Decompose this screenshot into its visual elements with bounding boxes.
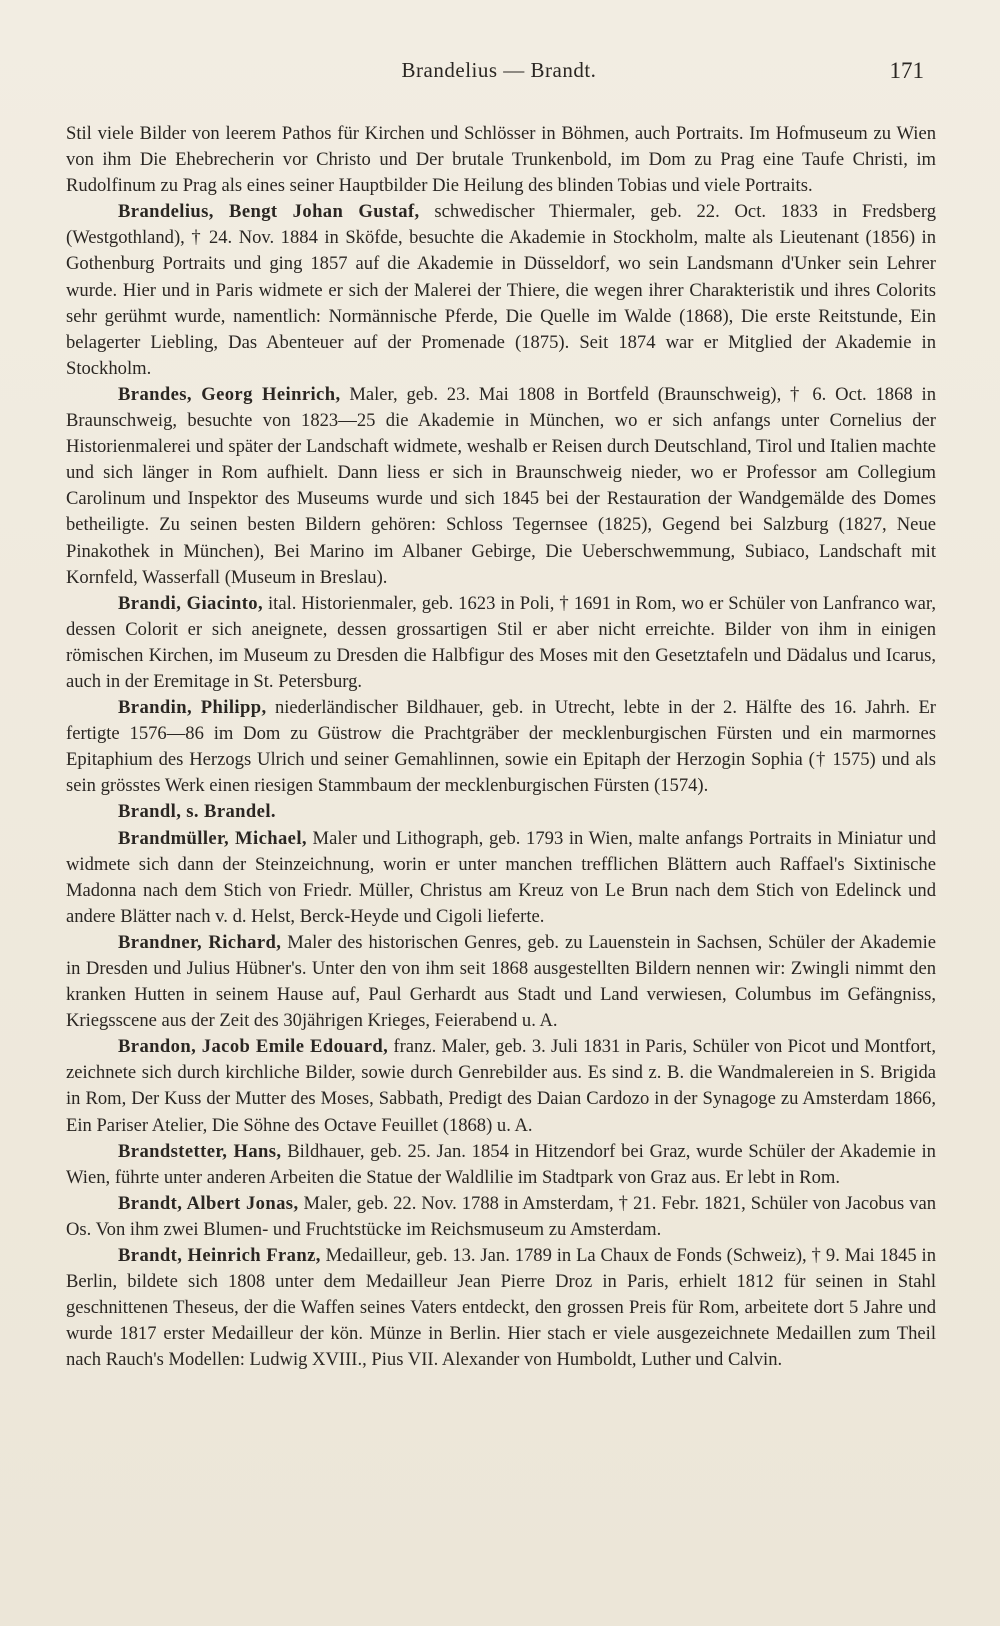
- entry-paragraph: [66, 695, 936, 799]
- entry-name: Brandi, Giacinto,: [118, 592, 264, 614]
- entry-text: Maler des historischen Genres, geb. zu Lauenstein in Sachsen, Schüler der Akademie in Dresden und Julius Hübner's. Unter den von ihm seit 1868 ausgestellten Bildern nennen wir: Zwingli nimmt den kranken Hutten in seinem Hause auf, Paul Gerhardt aus Stadt und Land verwiesen, Columbus im Gefängniss, Kriegsscene aus der Zeit des 30jährigen Krieges, Feierabend u. A.: [66, 931, 936, 1032]
- entry-text: Maler, geb. 23. Mai 1808 in Bortfeld (Braunschweig), † 6. Oct. 1868 in Braunschweig, besuchte von 1823—25 die Akademie in München, wo er sich anfangs unter Cornelius der Historienmalerei und später der Landschaft widmete, weshalb er Reisen durch Deutschland, Tirol und Italien machte und sich länger in Rom aufhielt. Dann liess er sich in Braunschweig nieder, wo er Professor am Collegium Carolinum und Inspektor des Museums wurde und sich 1845 bei der Restauration der Wandgemälde des Domes betheiligte. Zu seinen besten Bildern gehören: Schloss Tegernsee (1825), Gegend bei Salzburg (1827, Neue Pinakothek in München), Bei Marino im Albaner Gebirge, Die Ueberschwemmung, Subiaco, Landschaft mit Kornfeld, Wasserfall (Museum in Breslau).: [66, 383, 936, 588]
- entry-text: Medailleur, geb. 13. Jan. 1789 in La Chaux de Fonds (Schweiz), † 9. Mai 1845 in Berlin, bildete sich 1808 unter dem Medailleur Jean Pierre Droz in Paris, erhielt 1812 für seinen in Stahl geschnittenen Theseus, der die Waffen seines Vaters entdeckt, den grossen Preis für Rom, arbeitete dort 5 Jahre und wurde 1817 erster Medailleur der kön. Münze in Berlin. Hier stach er viele ausgezeichnete Medaillen zum Theil nach Rauch's Modellen: Ludwig XVIII., Pius VII. Alexander von Humboldt, Luther und Calvin.: [66, 1245, 937, 1371]
- running-head: Brandelius — Brandt.: [401, 58, 597, 82]
- page-number: 171: [889, 58, 924, 83]
- entry-paragraph: [66, 826, 936, 930]
- entry-name: Brandner, Richard,: [118, 931, 282, 953]
- page-header: [68, 58, 930, 92]
- entry-paragraph: [66, 382, 936, 591]
- entry-name: Brandes, Georg Heinrich,: [118, 383, 341, 405]
- entry-paragraph: [66, 199, 936, 382]
- entry-text: Bildhauer, geb. 25. Jan. 1854 in Hitzendorf bei Graz, wurde Schüler der Akademie in Wien, führte unter anderen Arbeiten die Statue der Waldlilie im Stadtpark von Graz aus. Er lebt in Rom.: [66, 1140, 936, 1188]
- entry-text: Maler, geb. 22. Nov. 1788 in Amsterdam, † 21. Febr. 1821, Schüler von Jacobus van Os. Von ihm zwei Blumen- und Fruchtstücke im Reichsmuseum zu Amsterdam.: [66, 1192, 936, 1240]
- entry-name: Brandt, Albert Jonas,: [118, 1192, 299, 1214]
- entry-text: Maler und Lithograph, geb. 1793 in Wien, malte anfangs Portraits in Miniatur und widmete sich dann der Steinzeichnung, worin er unter manchen trefflichen Blättern auch Raffael's Sixtinische Madonna nach dem Stich von Friedr. Müller, Christus am Kreuz von Le Brun nach dem Stich von Edelinck und andere Blätter nach v. d. Helst, Berck-Heyde und Cigoli lieferte.: [66, 827, 936, 927]
- entry-text: Stil viele Bilder von leerem Pathos für Kirchen und Schlösser in Böhmen, auch Portraits. Im Hofmuseum zu Wien von ihm Die Ehebrecherin vor Christo und Der brutale Trunkenbold, im Dom zu Prag eine Taufe Christi, im Rudolfinum zu Prag als eines seiner Hauptbilder Die Heilung des blinden Tobias und viele Portraits.: [66, 123, 936, 197]
- entry-name: Brandmüller, Michael,: [118, 827, 307, 849]
- entry-paragraph: [66, 930, 936, 1034]
- entry-text: niederländischer Bildhauer, geb. in Utrecht, lebte in der 2. Hälfte des 16. Jahrh. Er fertigte 1576—86 im Dom zu Güstrow die Prachtgräber der mecklenburgischen Fürsten und ein marmornes Epitaphium des Herzogs Ulrich und seiner Gemahlinnen, sowie ein Epitaph der Herzogin Sophia († 1575) und als sein grösstes Werk einen riesigen Stammbaum der mecklenburgischen Fürsten (1574).: [66, 697, 936, 797]
- entry-name: Brandt, Heinrich Franz,: [118, 1245, 321, 1267]
- entry-name: Brandelius, Bengt Johan Gustaf,: [118, 201, 420, 223]
- entry-text: schwedischer Thiermaler, geb. 22. Oct. 1833 in Fredsberg (Westgothland), † 24. Nov. 1884 in Sköfde, besuchte die Akademie in Stockholm, malte als Lieutenant (1856) in Gothenburg Portraits und ging 1857 auf die Akademie in Düsseldorf, wo sein Landsmann d'Unker sein Lehrer wurde. Hier und in Paris widmete er sich der Malerei der Thiere, die wegen ihrer Charakteristik und ihres Colorits sehr gerühmt wurde, namentlich: Normännische Pferde, Die Quelle im Walde (1868), Die erste Reitstunde, Ein belagerter Liebling, Das Abenteuer auf der Promenade (1875). Seit 1874 war er Mitglied der Akademie in Stockholm.: [66, 201, 936, 379]
- entry-paragraph: [66, 121, 936, 199]
- entry-paragraph: [66, 1243, 936, 1373]
- entry-name: Brandstetter, Hans,: [118, 1140, 282, 1162]
- entry-text: ital. Historienmaler, geb. 1623 in Poli, † 1691 in Rom, wo er Schüler von Lanfranco war, dessen Colorit er sich aneignete, dessen grossartigen Stil er aber nicht erreichte. Bilder von ihm in einigen römischen Kirchen, im Museum zu Dresden die Halbfigur des Moses mit den Gesetztafeln und Dädalus und Icarus, auch in der Eremitage in St. Petersburg.: [66, 592, 937, 692]
- entry-name: Brandin, Philipp,: [118, 697, 267, 719]
- entry-text: franz. Maler, geb. 3. Juli 1831 in Paris, Schüler von Picot und Montfort, zeichnete sich durch kirchliche Bilder, sowie durch Genrebilder aus. Es sind z. B. die Wandmalereien in S. Brigida in Rom, Der Kuss der Mutter des Moses, Sabbath, Predigt des Daian Cardozo in der Synagoge zu Amsterdam 1866, Ein Pariser Atelier, Die Söhne des Octave Feuillet (1868) u. A.: [66, 1036, 936, 1136]
- dictionary-text: [66, 121, 936, 1374]
- entry-paragraph: [66, 1034, 936, 1138]
- entry-paragraph: [66, 591, 936, 695]
- entry-paragraph: [66, 1191, 936, 1243]
- entry-paragraph: [66, 1139, 936, 1191]
- entry-paragraph: [66, 799, 936, 825]
- entry-name: Brandl, s. Brandel.: [118, 801, 276, 823]
- entry-name: Brandon, Jacob Emile Edouard,: [118, 1036, 389, 1058]
